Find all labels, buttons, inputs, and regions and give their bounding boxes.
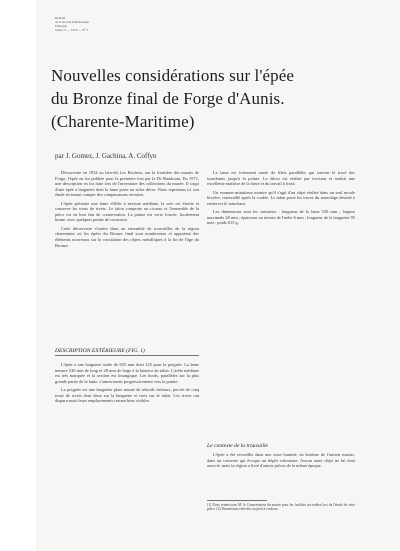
bulletin-line: Française <box>55 24 68 28</box>
bulletin-line: Bulletin <box>55 16 66 20</box>
description-column <box>55 362 199 547</box>
paragraph: Les dimensions sont les suivantes : longueur de la lame 530 mm ; largeur maximale 28 mm ; épaisseur au niveau de l'arête 6 mm ; longueur de la languette 95 mm ; poids 615 g. <box>207 209 355 226</box>
context-column <box>207 452 355 498</box>
paragraph: L'épée a été recueillie dans une zone humide, en bordure de l'ancien marais, dans un contexte qui évoque un dépôt volontaire. Aucun autre objet ne lui était associé, mais la région a livré d'autres pièces de la même époque. <box>207 452 355 469</box>
context-heading: Le contexte de la trouvaille <box>207 443 268 449</box>
title-line: Nouvelles considérations sur l'épée <box>51 66 295 85</box>
article-authors: par J. Gomez, J. Gachina, A. Coffyn <box>55 152 157 160</box>
right-column <box>207 170 355 438</box>
title-line: du Bronze final de Forge d'Aunis. <box>51 89 285 108</box>
paragraph: Un examen minutieux montre qu'il s'agit d'un objet réalisé dans un seul moule bivalve, retravaillé après la coulée. Le talon porte les traces du martelage destiné à renforcer le tranchant. <box>207 189 355 206</box>
paragraph: L'épée a une longueur totale de 655 mm dont 125 pour la poignée. La lame mesure 530 mm de long et 28 mm de large à la hauteur du talon. L'arête médiane est très marquée et la section est losangique. Les bords, parallèles sur la plus grande partie de la lame, s'amincissent progressivement vers la pointe. <box>55 362 199 384</box>
paragraph: La poignée est une languette plate munie de rebords latéraux, percée de cinq trous de rivets dont deux sur la languette et trois sur le talon. Les rivets ont disparu mais leurs emplacements restent bien visibles. <box>55 387 199 404</box>
bulletin-header <box>55 16 165 32</box>
heading-rule <box>55 355 199 356</box>
article-title <box>51 64 371 133</box>
footnote-rule <box>207 500 267 501</box>
left-column <box>55 170 199 342</box>
paragraph: La lame est fortement ornée de filets parallèles qui suivent le tracé des tranchants jusqu'à la pointe. Le décor est réalisé par incision et traduit une excellente maîtrise de la fonte et du travail à froid. <box>207 170 355 187</box>
paragraph: Cette découverte s'insère dans un ensemble de trouvailles de la région charentaise où les épées du Bronze final sont nombreuses et apportent des éléments nouveaux sur la circulation des objets métalliques à la fin de l'âge du Bronze. <box>55 225 199 248</box>
paragraph: Découverte en 1934 au lieu-dit Les Rochers, sur la frontière des marais de Forge, l'épée en fut publiée pour la première fois par le Dr Baudouin. En 1971, une description en fut faite lors de l'inventaire des collections du musée. Il s'agit d'une épée à languette dont la lame porte un riche décor. Nous reprenons ici son étude en tenant compte des comparaisons récentes. <box>55 170 199 198</box>
description-heading: DESCRIPTION EXTÉRIEURE (FIG. 1) <box>55 348 145 354</box>
title-line: (Charente-Maritime) <box>51 112 195 131</box>
bulletin-line: Tome 73 — 1976 — N° 5 <box>55 28 89 32</box>
footnotes: (1) Nous remercions M. le Conservateur du musée pour les facilités accordées lors de l'étude de cette pièce. (2) Dimensions relevées au pied à coulisse. <box>207 503 355 512</box>
bulletin-line: de la Société Préhistorique <box>55 20 90 24</box>
paragraph: L'épée présente une lame effilée à nervure médiane, la soie est étroite et conserve les trous de rivets. Le talon comporte un ricasso et l'ensemble de la pièce est en bon état de conservation. La patine est verte foncée, localement brune, avec quelques points de corrosion. <box>55 200 199 223</box>
